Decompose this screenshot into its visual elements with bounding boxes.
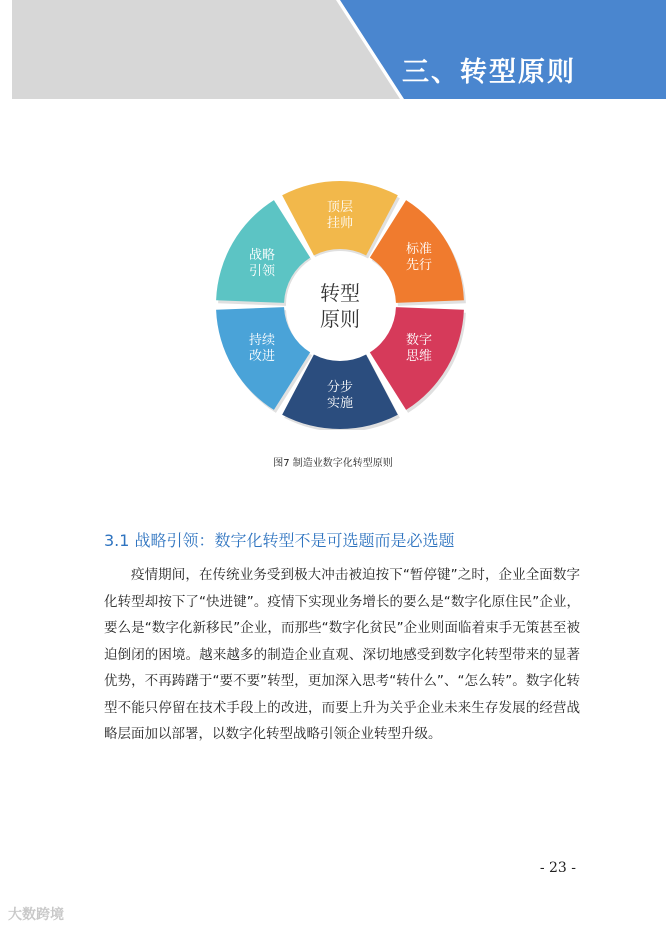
segment-lower-right-line-2: 思维 [405, 349, 432, 364]
segment-label-upper-right [389, 242, 449, 274]
segment-bottom-line-1: 分步 [326, 380, 353, 395]
segment-upper-right-line-1: 标准 [405, 242, 432, 257]
segment-top-line-2: 挂帅 [326, 216, 353, 231]
segment-lower-left-line-1: 持续 [248, 333, 275, 348]
segment-upper-left-line-1: 战略 [248, 248, 275, 263]
segment-upper-right-line-2: 先行 [405, 258, 432, 273]
segment-top-line-1: 顶层 [326, 200, 353, 215]
segment-lower-right-line-1: 数字 [405, 333, 432, 348]
segment-label-lower-left [232, 333, 292, 365]
wheel-center-label [295, 280, 385, 332]
wheel-center-line-2: 原则 [320, 307, 360, 331]
segment-upper-left-line-2: 引领 [248, 264, 275, 279]
segment-bottom-line-2: 实施 [326, 396, 353, 411]
body-paragraph: 疫情期间，在传统业务受到极大冲击被迫按下“暂停键”之时，企业全面数字化转型却按下了“快进键”。疫情下实现业务增长的要么是“数字化原住民”企业，要么是“数字化新移民”企业，而那些“数字化贫民”企业则面临着束手无策甚至被迫倒闭的困境。越来越多的制造企业直观、深切地感受到数字化转型带来的显著优势，不再踌躇于“要不要”转型，更加深入思考“转什么”、“怎么转”。数字化转型不能只停留在技术手段上的改进，而要上升为关乎企业未来生存发展的经营战略层面加以部署，以数字化转型战略引领企业转型升级。 [104, 567, 580, 742]
page-header [0, 0, 666, 102]
subsection-title: 3.1 战略引领：数字化转型不是可选题而是必选题 [104, 531, 455, 550]
principles-wheel-figure [205, 180, 475, 430]
wheel-center-line-1: 转型 [320, 281, 360, 305]
segment-label-bottom [310, 380, 370, 412]
segment-label-upper-left [232, 248, 292, 280]
section-title: 三、转型原则 [402, 57, 576, 88]
segment-label-lower-right [389, 333, 449, 365]
page-number: - 23 - [539, 860, 576, 876]
figure-caption: 图7 制造业数字化转型原则 [273, 458, 393, 469]
watermark-logo: 大数跨境 [8, 907, 64, 923]
segment-lower-left-line-2: 改进 [248, 349, 275, 364]
gray-band [12, 0, 400, 99]
segment-label-top [310, 200, 370, 232]
